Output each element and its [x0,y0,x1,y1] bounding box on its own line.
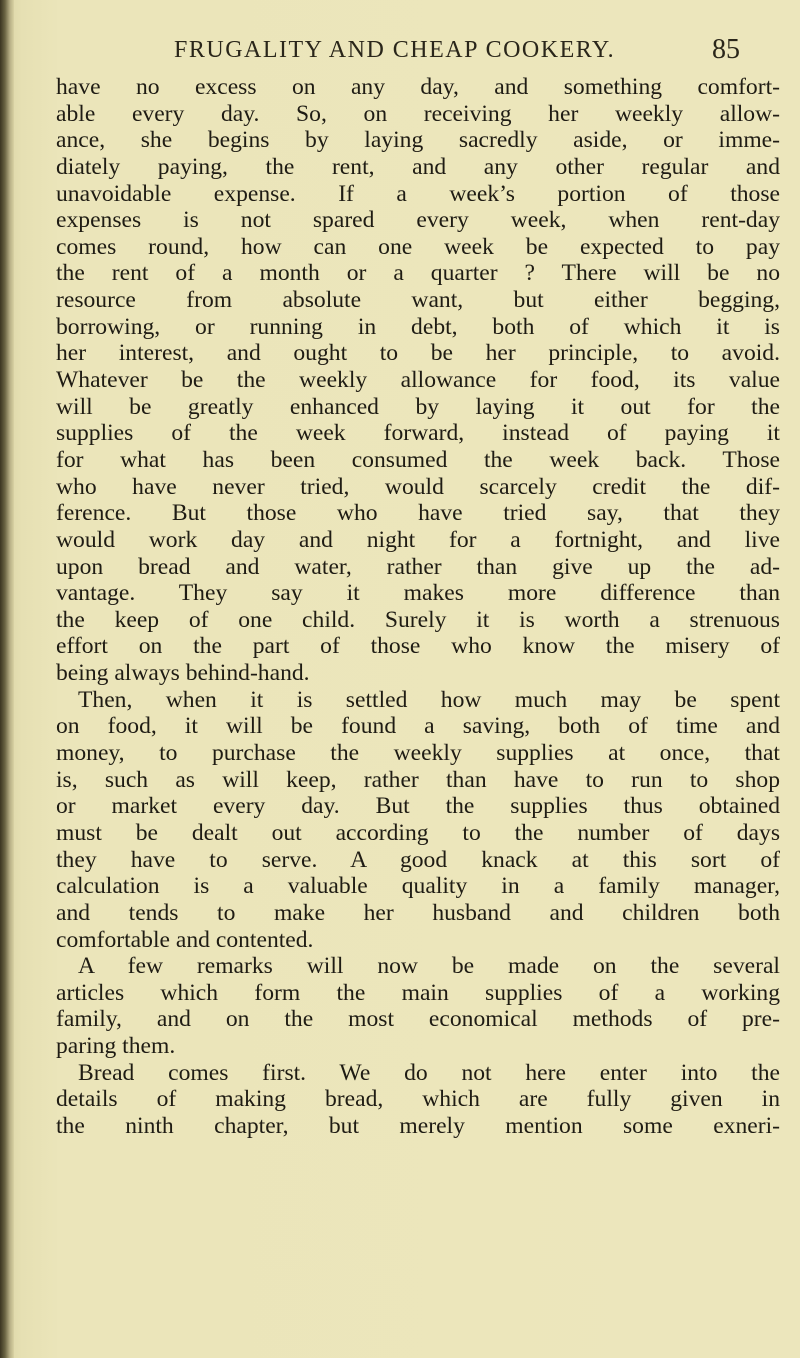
text-line: Bread comes first. We do not here enter into the [78,1059,780,1086]
text-line: comfortable and contented. [56,926,314,953]
text-line: family, and on the most economical methods of pre- [56,1006,780,1033]
text-line: expenses is not spared every week, when rent-day [56,207,780,234]
text-line: ference. But those who have tried say, that they [56,500,780,527]
text-line: calculation is a valuable quality in a family manager, [56,873,780,900]
text-line: resource from absolute want, but either begging, [56,287,780,314]
text-line: have no excess on any day, and something comfort- [56,74,780,100]
text-line: the rent of a month or a quarter ? There will be no [56,260,780,287]
text-line: must be dealt out according to the number of days [56,819,780,846]
text-line: Then, when it is settled how much may be spent [78,686,780,713]
text-line: paring them. [56,1033,176,1060]
text-line: upon bread and water, rather than give up the ad- [56,553,780,580]
text-line: unavoidable expense. If a week’s portion of those [56,180,780,207]
text-line: comes round, how can one week be expected to pay [56,233,780,260]
text-line: able every day. So, on receiving her weekly allow- [56,100,780,127]
text-line: is, such as will keep, rather than have to run to shop [56,766,780,793]
text-line: for what has been consumed the week back. Those [56,446,780,473]
text-line: the keep of one child. Surely it is worth a strenuous [56,606,780,633]
text-line: money, to purchase the weekly supplies at once, that [56,740,780,767]
text-line: vantage. They say it makes more difference than [56,580,780,607]
text-line: or market every day. But the supplies thus obtained [56,793,780,820]
text-line: borrowing, or running in debt, both of which it is [56,313,780,340]
text-line: who have never tried, would scarcely credit the dif- [56,473,780,500]
text-line: supplies of the week forward, instead of paying it [56,420,780,447]
text-line: Whatever be the weekly allowance for food, its value [56,367,780,394]
page-number: 85 [712,34,740,65]
text-line: would work day and night for a fortnight, and live [56,526,780,553]
body-text [56,74,780,1140]
text-line: diately paying, the rent, and any other regular and [56,153,780,180]
text-line: details of making bread, which are fully given in [56,1086,780,1113]
text-line: the ninth chapter, but merely mention some exneri- [56,1112,780,1139]
text-line: and tends to make her husband and children both [56,899,780,926]
running-head-title: FRUGALITY AND CHEAP COOKERY. [174,37,616,63]
binding-edge [0,0,14,1358]
text-line: will be greatly enhanced by laying it out for the [56,393,780,420]
text-line: A few remarks will now be made on the several [78,953,780,980]
text-line: her interest, and ought to be her principle, to avoid. [56,340,780,367]
text-line: articles which form the main supplies of a working [56,979,780,1006]
text-line: effort on the part of those who know the misery of [56,633,780,660]
text-line: being always behind-hand. [56,660,310,687]
running-head [100,30,740,70]
text-line: they have to serve. A good knack at this sort of [56,846,780,873]
text-line: on food, it will be found a saving, both of time and [56,713,780,740]
text-line: ance, she begins by laying sacredly aside, or imme- [56,127,780,154]
